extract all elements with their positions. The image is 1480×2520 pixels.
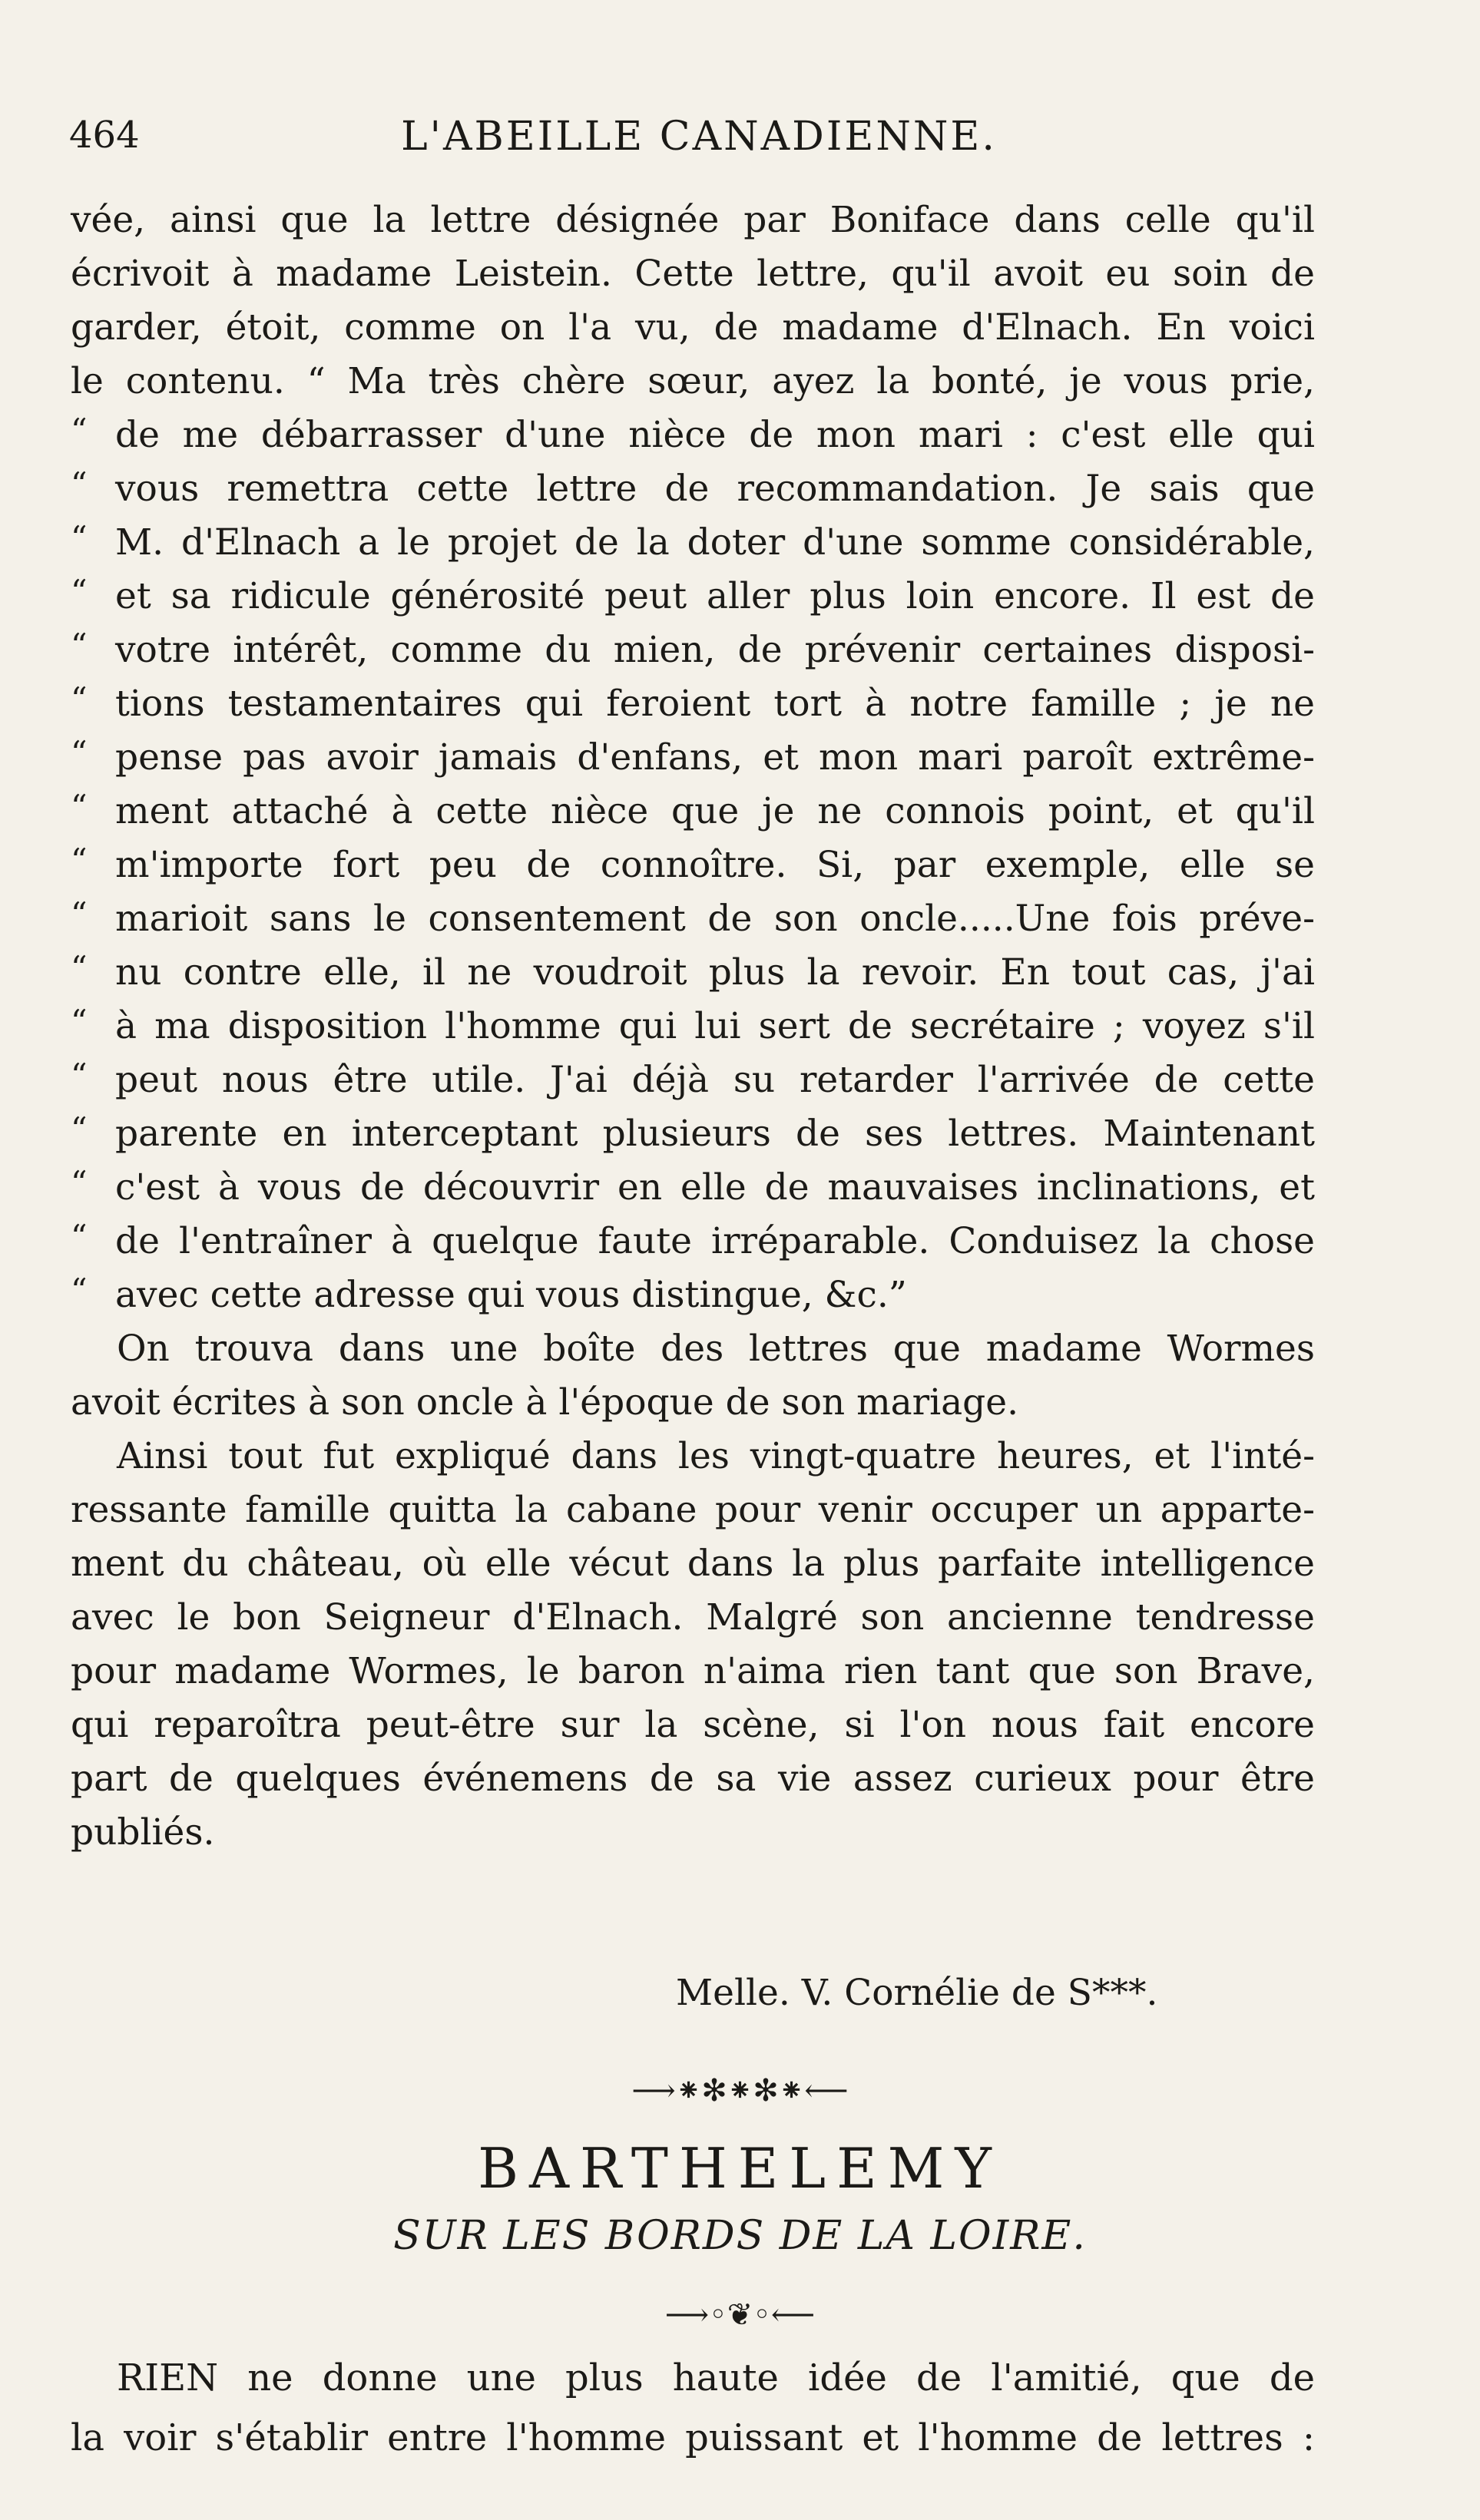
quoted-line: “ M. d'Elnach a le projet de la doter d'une somme considérable, bbox=[71, 516, 1315, 570]
text-line: RIEN ne donne une plus haute idée de l'amitié, que de bbox=[117, 2356, 1315, 2399]
quoted-line: “ tions testamentaires qui feroient tort à notre famille ; je ne bbox=[71, 677, 1315, 731]
quoted-line: “ peut nous être utile. J'ai déjà su retarder l'arrivée de cette bbox=[71, 1053, 1315, 1107]
section-subtitle: SUR LES BORDS DE LA LOIRE. bbox=[393, 2213, 1087, 2259]
text-line: On trouva dans une boîte des lettres que madame Wormes bbox=[117, 1328, 1315, 1370]
text-line: publiés. bbox=[71, 1811, 215, 1854]
quoted-line: “ parente en interceptant plusieurs de ses lettres. Maintenant bbox=[71, 1107, 1315, 1161]
quoted-line: “ nu contre elle, il ne voudroit plus la revoir. En tout cas, j'ai bbox=[71, 946, 1315, 1000]
text-line: pour madame Wormes, le baron n'aima rien tant que son Brave, bbox=[71, 1650, 1315, 1692]
text-line: la voir s'établir entre l'homme puissant et l'homme de lettres : bbox=[71, 2416, 1315, 2459]
main-text-block bbox=[71, 193, 1315, 1860]
text-line: vée, ainsi que la lettre désignée par Boniface dans celle qu'il bbox=[71, 199, 1315, 241]
quoted-line: “ m'importe fort peu de connoître. Si, par exemple, elle se bbox=[71, 838, 1315, 892]
page-header bbox=[69, 114, 1329, 175]
running-title: L'ABEILLE CANADIENNE. bbox=[401, 114, 997, 160]
text-line: qui reparoîtra peut-être sur la scène, si l'on nous fait encore bbox=[71, 1704, 1315, 1746]
section-title: BARTHELEMY bbox=[478, 2136, 1002, 2201]
decorative-divider: ⟶⁕✻⁕✻⁕⟵ bbox=[631, 2073, 849, 2108]
quoted-line: “ et sa ridicule générosité peut aller plus loin encore. Il est de bbox=[71, 570, 1315, 623]
text-line: écrivoit à madame Leistein. Cette lettre, qu'il avoit eu soin de bbox=[71, 253, 1315, 295]
text-line: part de quelques événemens de sa vie assez curieux pour être bbox=[71, 1758, 1315, 1800]
quoted-line: “ de l'entraîner à quelque faute irréparable. Conduisez la chose bbox=[71, 1215, 1315, 1268]
text-line: le contenu. “ Ma très chère sœur, ayez la bonté, je vous prie, bbox=[71, 360, 1315, 402]
quoted-line: “ votre intérêt, comme du mien, de prévenir certaines disposi- bbox=[71, 623, 1315, 677]
quoted-line: “ avec cette adresse qui vous distingue, &c.” bbox=[71, 1268, 1315, 1322]
quoted-line: “ de me débarrasser d'une nièce de mon mari : c'est elle qui bbox=[71, 408, 1315, 462]
text-line: garder, étoit, comme on l'a vu, de madame d'Elnach. En voici bbox=[71, 306, 1315, 349]
text-line: Ainsi tout fut expliqué dans les vingt-quatre heures, et l'inté- bbox=[117, 1435, 1315, 1477]
author-signature: Melle. V. Cornélie de S***. bbox=[676, 1972, 1158, 2014]
quoted-line: “ pense pas avoir jamais d'enfans, et mon mari paroît extrême- bbox=[71, 731, 1315, 785]
page-number: 464 bbox=[69, 114, 140, 157]
decorative-divider: ⟶◦❦◦⟵ bbox=[664, 2297, 816, 2333]
quoted-line: “ c'est à vous de découvrir en elle de mauvaises inclinations, et bbox=[71, 1161, 1315, 1215]
quoted-line: “ ment attaché à cette nièce que je ne connois point, et qu'il bbox=[71, 785, 1315, 838]
quoted-line: “ marioit sans le consentement de son oncle.....Une fois préve- bbox=[71, 892, 1315, 946]
quoted-line: “ à ma disposition l'homme qui lui sert de secrétaire ; voyez s'il bbox=[71, 1000, 1315, 1053]
section-opening-text bbox=[71, 2348, 1315, 2468]
text-line: ment du château, où elle vécut dans la plus parfaite intelligence bbox=[71, 1543, 1315, 1585]
text-line: avoit écrites à son oncle à l'époque de son mariage. bbox=[71, 1381, 1019, 1424]
text-line: ressante famille quitta la cabane pour venir occuper un apparte- bbox=[71, 1489, 1315, 1531]
text-line: avec le bon Seigneur d'Elnach. Malgré son ancienne tendresse bbox=[71, 1596, 1315, 1639]
quoted-line: “ vous remettra cette lettre de recommandation. Je sais que bbox=[71, 462, 1315, 516]
